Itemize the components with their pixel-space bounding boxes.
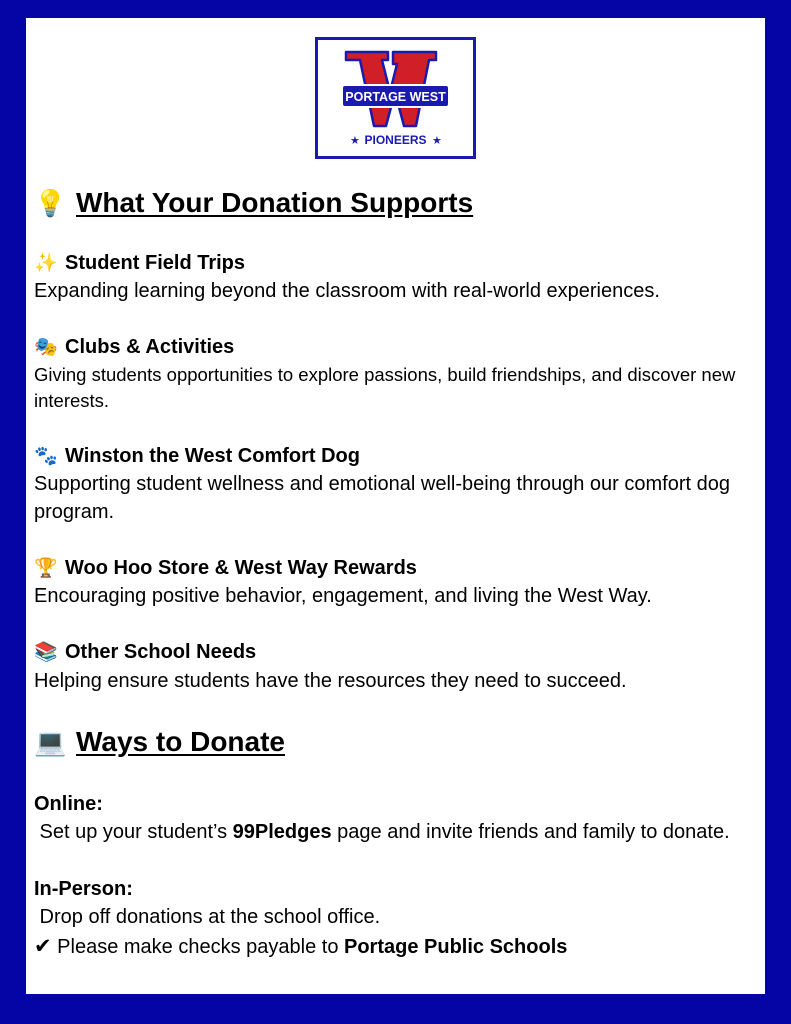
- school-logo: [315, 37, 476, 159]
- pledges-name: 99Pledges: [232, 821, 332, 843]
- support-item-description: Expanding learning beyond the classroom with real-world experiences.: [34, 280, 660, 302]
- support-item-description: Encouraging positive behavior, engagement, and living the West Way.: [34, 585, 652, 607]
- support-item-description: Supporting student wellness and emotional well-being through our comfort dog program.: [34, 473, 730, 523]
- in-person-label: In-Person:: [34, 878, 133, 900]
- portage-west-logo-graphic: [318, 40, 473, 156]
- checks-payable-line: [34, 934, 567, 959]
- support-item-title: [34, 556, 417, 580]
- supports-heading-text: What Your Donation Supports: [76, 187, 474, 218]
- support-item-title: [34, 444, 360, 468]
- donate-heading: [34, 726, 285, 758]
- flyer-page: [26, 18, 765, 994]
- logo-banner-text: PORTAGE WEST: [345, 90, 446, 104]
- online-instructions: [34, 821, 730, 844]
- checkmark-icon: ✔: [34, 935, 52, 958]
- donate-heading-text: Ways to Donate: [76, 726, 285, 757]
- payee-name: Portage Public Schools: [344, 936, 568, 958]
- support-item-title-text: Other School Needs: [65, 641, 257, 663]
- support-item-title-text: Clubs & Activities: [65, 336, 235, 358]
- support-item-description: Giving students opportunities to explore passions, build friendships, and discover new interests.: [34, 364, 736, 411]
- logo-star-left: ★: [350, 134, 360, 147]
- books-icon: 📚: [34, 642, 58, 663]
- support-item-title-text: Woo Hoo Store & West Way Rewards: [65, 557, 417, 579]
- checks-text-pre: Please make checks payable to: [51, 936, 344, 958]
- paw-prints-icon: 🐾: [34, 446, 58, 467]
- sparkles-icon: ✨: [34, 253, 58, 274]
- support-item-title-text: Student Field Trips: [65, 252, 246, 274]
- trophy-icon: 🏆: [34, 558, 58, 579]
- online-text-post: page and invite friends and family to donate.: [331, 821, 730, 843]
- in-person-instructions: Drop off donations at the school office.: [34, 906, 381, 928]
- logo-star-right: ★: [432, 134, 442, 147]
- support-item-title: [34, 251, 245, 275]
- online-text-pre: Set up your student’s: [34, 821, 233, 843]
- support-item-title: [34, 640, 256, 664]
- support-item-title: [34, 335, 234, 359]
- theater-masks-icon: 🎭: [34, 337, 58, 358]
- online-label: Online:: [34, 793, 103, 815]
- logo-subtitle: PIONEERS: [364, 133, 427, 147]
- support-item-description: Helping ensure students have the resources they need to succeed.: [34, 670, 627, 692]
- lightbulb-icon: 💡: [34, 188, 67, 218]
- laptop-icon: 💻: [34, 727, 67, 757]
- supports-heading: [34, 187, 473, 219]
- support-item-title-text: Winston the West Comfort Dog: [65, 445, 360, 467]
